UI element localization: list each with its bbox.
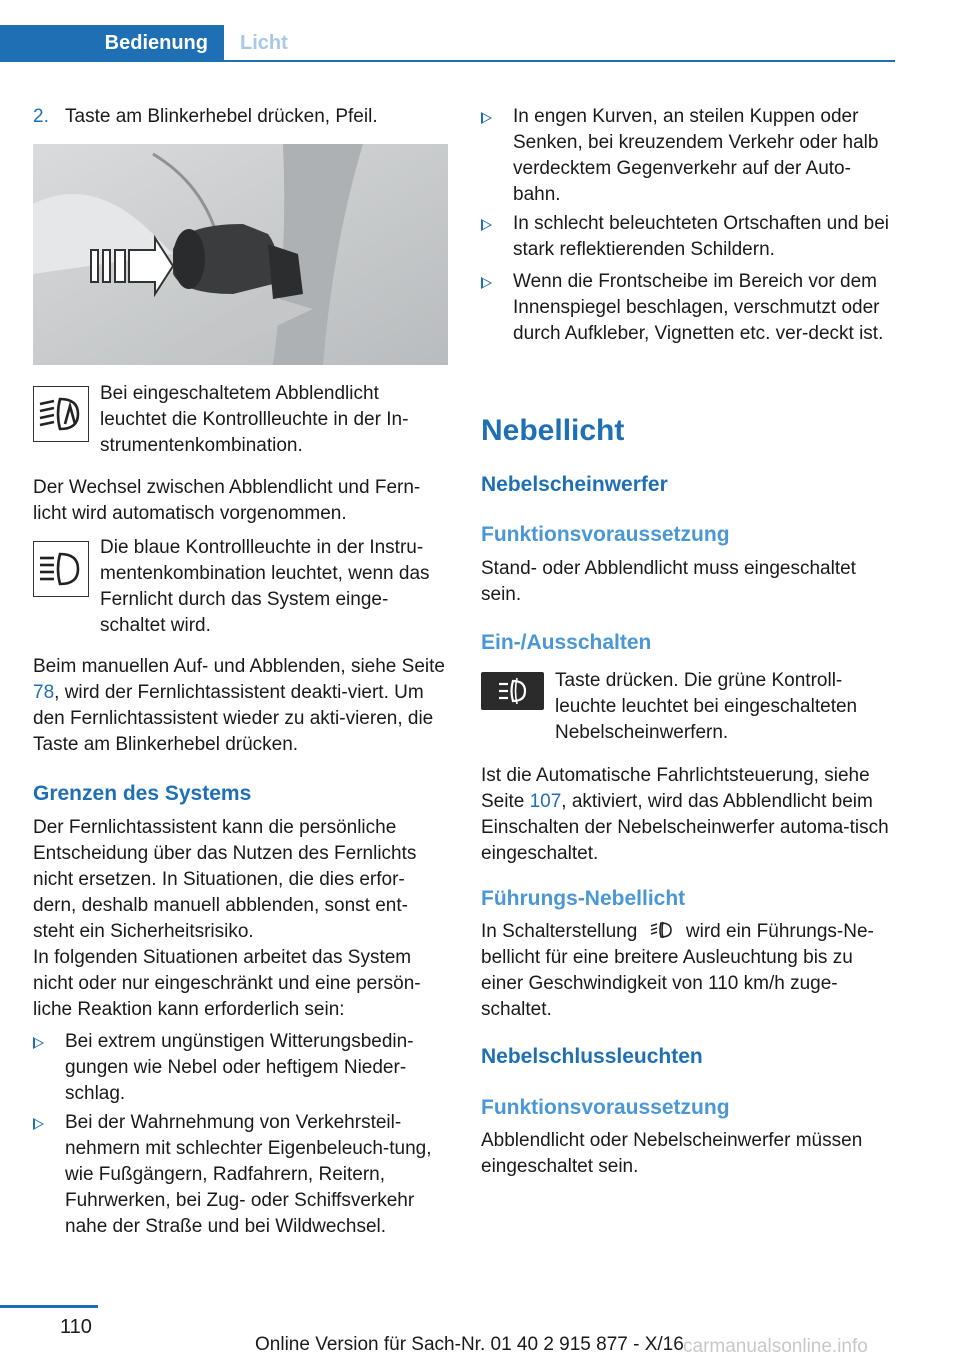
heading-nebelscheinwerfer: Nebelscheinwerfer — [481, 473, 668, 496]
list-item-text: Bei extrem ungünstigen Witterungsbedin-gungen wie Nebel oder heftigem Nieder-schlag. — [65, 1031, 414, 1104]
bullet-triangle-icon — [33, 1037, 44, 1049]
paragraph-switching: Der Wechsel zwischen Abblendlicht und Fern-licht wird automatisch vorgenommen. — [33, 477, 421, 524]
paragraph-switch-text: Taste drücken. Die grüne Kontroll-leuchte leuchtet bei eingeschalteten Nebelscheinwerfern. — [555, 670, 858, 743]
footer-version: Online Version für Sach-Nr. 01 40 2 915 877 - X/16 — [255, 1334, 684, 1355]
manual-dimming-text-b: , wird der Fernlichtassistent deakti-viert. Um den Fernlichtassistent wieder zu akti-vieren, die Taste am Blinkerhebel drücken. — [33, 682, 434, 755]
automatic-text-a: Ist die Automatische Fahrlichtsteuerung, siehe Seite — [481, 765, 870, 812]
page-link-78[interactable]: 78 — [33, 682, 55, 703]
automatic-text-b: , aktiviert, wird das Abblendlicht beim Einschalten der Nebelscheinwerfer automa-tisch eingeschaltet. — [481, 791, 889, 864]
footer-accent-line — [0, 1305, 98, 1308]
list-item — [481, 269, 896, 347]
high-beam-indicator-text: Die blaue Kontrollleuchte in der Instru-mentenkombination leuchtet, wenn das Fernlicht durch das System einge-schaltet wird. — [100, 537, 430, 636]
guide-text-a: In Schalterstellung — [481, 921, 638, 942]
paragraph-manual-dimming — [33, 654, 448, 758]
watermark[interactable]: carmanualsonline.info — [683, 1336, 868, 1357]
step-number: 2. — [33, 106, 49, 127]
section-tab-licht[interactable]: Licht — [240, 32, 288, 54]
list-item — [481, 211, 896, 263]
section-tab-bedienung[interactable]: Bedienung — [0, 25, 224, 62]
fog-light-switch-position-icon — [649, 921, 675, 939]
paragraph-prerequisite: Stand- oder Abblendlicht muss eingeschaltet sein. — [481, 558, 856, 605]
list-item-text: In engen Kurven, an steilen Kuppen oder Senken, bei kreuzendem Verkehr oder halb verdecktem Gegenverkehr auf der Auto-bahn. — [513, 106, 879, 205]
bullet-triangle-icon — [481, 112, 492, 124]
bullet-triangle-icon — [481, 219, 492, 231]
page-number: 110 — [60, 1316, 92, 1338]
list-item — [33, 1110, 448, 1240]
low-beam-indicator-icon — [33, 386, 89, 442]
heading-funktionsvoraussetzung: Funktionsvoraussetzung — [481, 523, 730, 546]
page-header — [0, 25, 895, 62]
page-link-107[interactable]: 107 — [529, 791, 562, 812]
paragraph-rear-fog-prerequisite: Abblendlicht oder Nebelscheinwerfer müssen eingeschaltet sein. — [481, 1130, 863, 1177]
paragraph-guide-fog-light — [481, 919, 896, 1023]
list-item-text: In schlecht beleuchteten Ortschaften und bei stark reflektierenden Schildern. — [513, 213, 890, 260]
heading-funktionsvoraussetzung-2: Funktionsvoraussetzung — [481, 1096, 730, 1119]
guide-text-b: wird ein Führungs-Ne-bellicht für eine breitere Ausleuchtung bis zu einer Geschwindigkeit von 110 km/h zuge-schaltet. — [481, 921, 874, 1020]
turn-signal-lever-illustration — [33, 144, 448, 365]
high-beam-indicator-icon — [33, 541, 89, 597]
list-item-text: Bei der Wahrnehmung von Verkehrsteil-nehmern mit schlechter Eigenbeleuch-tung, wie Fußgängern, Radfahrern, Reitern, Fuhrwerken, bei Zug- oder Schiffsverkehr nahe der Straße und bei Wildwechsel. — [65, 1112, 432, 1237]
heading-nebellicht: Nebellicht — [481, 414, 625, 447]
list-item-text: Wenn die Frontscheibe im Bereich vor dem Innenspiegel beschlagen, verschmutzt oder durch Aufkleber, Vignetten etc. ver-deckt ist. — [513, 271, 884, 344]
bullet-triangle-icon — [33, 1118, 44, 1130]
step-item — [33, 104, 378, 130]
low-beam-indicator-text: Bei eingeschaltetem Abblendlicht leuchtet die Kontrollleuchte in der In-strumentenkombination. — [100, 383, 409, 456]
list-item — [33, 1029, 448, 1107]
bullet-triangle-icon — [481, 277, 492, 289]
heading-nebelschlussleuchten: Nebelschlussleuchten — [481, 1045, 703, 1068]
paragraph-automatic — [481, 763, 896, 867]
heading-grenzen-des-systems: Grenzen des Systems — [33, 782, 252, 805]
fog-light-button-icon — [481, 672, 544, 710]
heading-fuehrungs-nebellicht: Führungs-Nebellicht — [481, 887, 686, 910]
paragraph-situations: In folgenden Situationen arbeitet das System nicht oder nur eingeschränkt und eine persön-liche Reaktion kann erforderlich sein: — [33, 947, 421, 1020]
manual-dimming-text-a: Beim manuellen Auf- und Abblenden, siehe Seite — [33, 656, 445, 677]
list-item — [481, 104, 896, 208]
paragraph-limits: Der Fernlichtassistent kann die persönliche Entscheidung über das Nutzen des Fernlichts nicht ersetzen. In Situationen, die dies erfor-dern, deshalb manuell abblenden, sonst ent-steht ein Sicherheitsrisiko. — [33, 817, 417, 942]
step-text: Taste am Blinkerhebel drücken, Pfeil. — [65, 106, 378, 127]
heading-ein-ausschalten: Ein-/Ausschalten — [481, 631, 652, 654]
